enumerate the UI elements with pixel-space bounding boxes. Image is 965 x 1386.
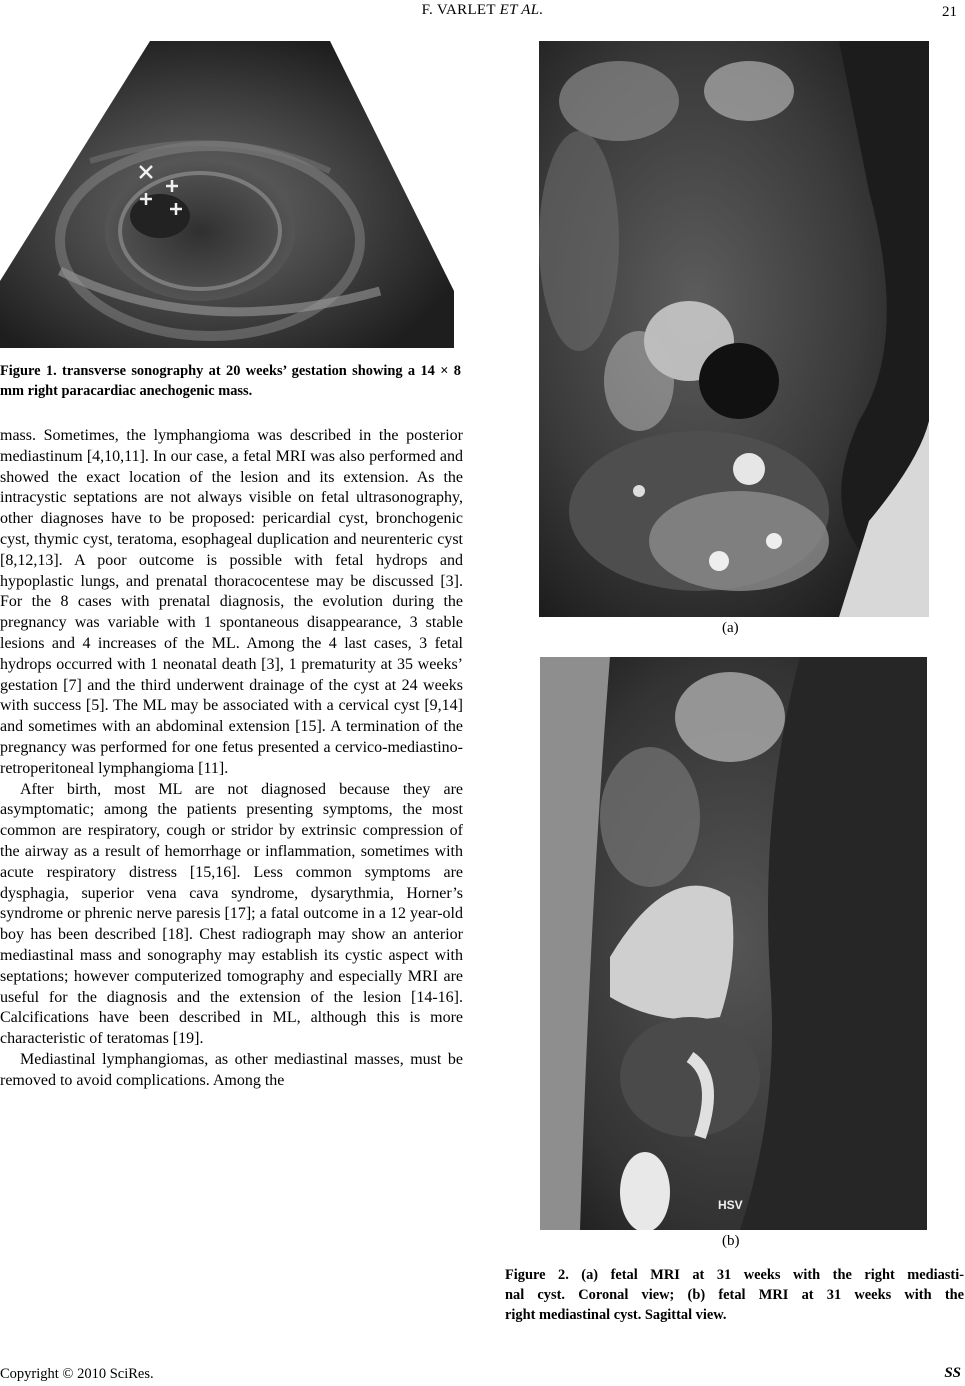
body-paragraph-1: mass. Sometimes, the lymphangioma was described in the posterior mediastinum [4,10,11]. In our case, a fetal MRI was also performed and showed the exact location of the lesion and its extension. As the intracystic septations are not always visible on fetal ultrasonography, other diagnoses have to be proposed: pericardial cyst, bronchogenic cyst, thymic cyst, teratoma, esophageal duplication and neurenteric cyst [8,12,13]. A poor outcome is possible with fetal hydrops and hypoplastic lungs, and prenatal thoracocentese may be discussed [3]. For the 8 cases with prenatal diagnosis, the evolution during the pregnancy was variable with 1 spontaneous disappearance, 3 stable lesions and 4 increases of the ML. Among the 4 last cases, 3 fetal hydrops occurred with 1 neonatal death [3], 1 prematurity at 35 weeks’ gestation [7] and the third underwent drainage of the cyst at 24 weeks with success [5]. The ML may be associated with a cervical cyst [9,14] and sometimes with an abdominal extension [15]. A termination of the pregnancy was performed for one fetus presented a cervico-mediastino-retroperitoneal lymphangioma [11]. [0, 427, 463, 777]
header-author-etal: ET AL. [499, 2, 544, 18]
figure-2-caption [505, 1265, 964, 1325]
figure-2a-mri-image [539, 41, 929, 617]
figure-1-caption: Figure 1. transverse sonography at 20 weeks’ gestation showing a 14 × 8 mm right paracardiac anechogenic mass. [0, 363, 461, 399]
body-paragraph-2: After birth, most ML are not diagnosed because they are asymptomatic; among the patients presenting symptoms, the most common are respiratory, cough or stridor by extrinsic compression of the airway as a result of hemorrhage or inflammation, sometimes with acute respiratory distress [15,16]. Less common symptoms are dysphagia, superior vena cava syndrome, dysarythmia, Horner’s syndrome or phrenic nerve paresis [17]; a fatal outcome in a 12 year-old boy has been described [18]. Chest radiograph may show an anterior mediastinal mass and sonography may establish its cystic aspect with septations; however computerized tomography and especially MRI are useful for the diagnosis and the extension of the lesion [14-16]. Calcifications have been described in ML, although this is more characteristic of teratomas [19]. [0, 780, 463, 1048]
figure-1-ultrasound-image [0, 41, 454, 348]
sagittal-mri-graphic [540, 657, 927, 1230]
figure-2a-label: (a) [722, 620, 739, 636]
figure-2b-mri-image [540, 657, 927, 1230]
ultrasound-graphic [0, 41, 454, 348]
coronal-mri-graphic [539, 41, 929, 617]
footer-copyright: Copyright © 2010 SciRes. [0, 1366, 154, 1382]
header-author: F. VARLET [421, 2, 496, 18]
body-text-column [0, 426, 463, 1092]
page-number: 21 [942, 4, 957, 20]
figure-2b-label: (b) [722, 1233, 740, 1249]
figure-2-caption-line-1: Figure 2. (a) fetal MRI at 31 weeks with the right mediasti- [505, 1267, 964, 1283]
figure-2-caption-line-2: nal cyst. Coronal view; (b) fetal MRI at 31 weeks with the [505, 1287, 964, 1303]
body-paragraph-3: Mediastinal lymphangiomas, as other mediastinal masses, must be removed to avoid complications. Among the [0, 1050, 463, 1089]
footer-journal-code: SS [944, 1365, 961, 1381]
running-header [0, 2, 965, 19]
mri-watermark: HSV [718, 1198, 743, 1212]
figure-2-caption-line-3: right mediastinal cyst. Sagittal view. [505, 1307, 727, 1323]
